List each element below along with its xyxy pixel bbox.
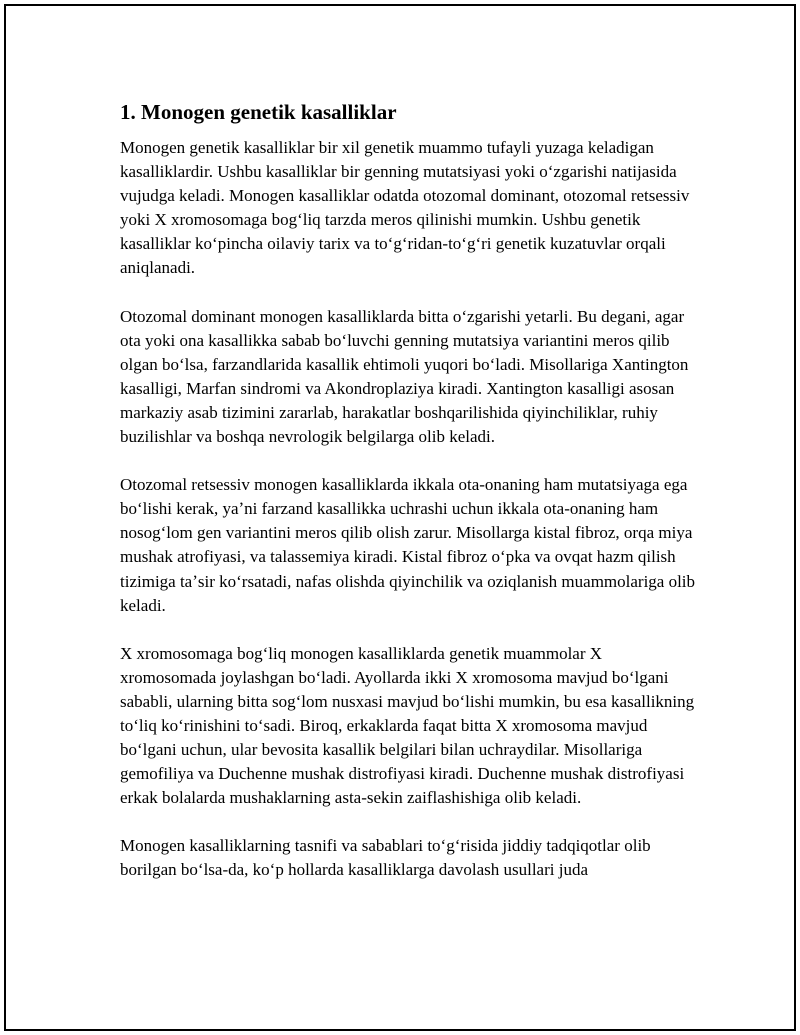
section-heading: 1. Monogen genetik kasalliklar xyxy=(120,100,397,124)
document-body xyxy=(120,98,700,907)
paragraph-autosomal-recessive: Otozomal retsessiv monogen kasalliklarda ikkala ota-onaning ham mutatsiyaga ega boʻlishi kerak, yaʼni farzand kasallikka uchrashi uchun ikkala ota-onaning ham nosogʻlom gen variantini meros qilib olish zarur. Misollarga kistal fibroz, orqa miya mushak atrofiyasi, va talassemiya kiradi. Kistal fibroz oʻpka va ovqat hazm qilish tizimiga taʼsir koʻrsatadi, nafas olishda qiyinchilik va oziqlanish muammolariga olib keladi. xyxy=(120,475,696,615)
paragraph-intro: Monogen genetik kasalliklar bir xil genetik muammo tufayli yuzaga keladigan kasalliklardir. Ushbu kasalliklar bir genning mutatsiyasi yoki oʻzgarishi natijasida vujudga keladi. Monogen kasalliklar odatda otozomal dominant, otozomal retsessiv yoki X xromosomaga bogʻliq tarzda meros qilinishi mumkin. Ushbu genetik kasalliklar koʻpincha oilaviy tarix va toʻgʻridan-toʻgʻri genetik kuzatuvlar orqali aniqlanadi. xyxy=(120,138,690,278)
paragraph-classification: Monogen kasalliklarning tasnifi va sabablari toʻgʻrisida jiddiy tadqiqotlar olib borilgan boʻlsa-da, koʻp hollarda kasalliklarga davolash usullari juda xyxy=(120,836,651,880)
paragraph-autosomal-dominant: Otozomal dominant monogen kasalliklarda bitta oʻzgarishi yetarli. Bu degani, agar ota yoki ona kasallikka sabab boʻluvchi genning mutatsiya variantini meros qilib olgan boʻlsa, farzandlarida kasallik ehtimoli yuqori boʻladi. Misollariga Xantington kasalligi, Marfan sindromi va Akondroplaziya kiradi. Xantington kasalligi asosan markaziy asab tizimini zararlab, harakatlar boshqarilishida qiyinchiliklar, ruhiy buzilishlar va boshqa nevrologik belgilarga olib keladi. xyxy=(120,306,689,447)
page-frame xyxy=(4,4,796,1031)
paragraph-x-linked: X xromosomaga bogʻliq monogen kasalliklarda genetik muammolar X xromosomada joylashgan boʻladi. Ayollarda ikki X xromosoma mavjud boʻlgani sababli, ularning bitta sogʻlom nusxasi mavjud boʻlishi mumkin, bu esa kasallikning toʻliq koʻrinishini toʻsadi. Biroq, erkaklarda faqat bitta X xromosoma mavjud boʻlgani uchun, ular bevosita kasallik belgilari bilan uchraydilar. Misollariga gemofiliya va Duchenne mushak distrofiyasi kiradi. Duchenne mushak distrofiyasi erkak bolalarda mushaklarning asta-sekin zaiflashishiga olib keladi. xyxy=(120,643,695,808)
